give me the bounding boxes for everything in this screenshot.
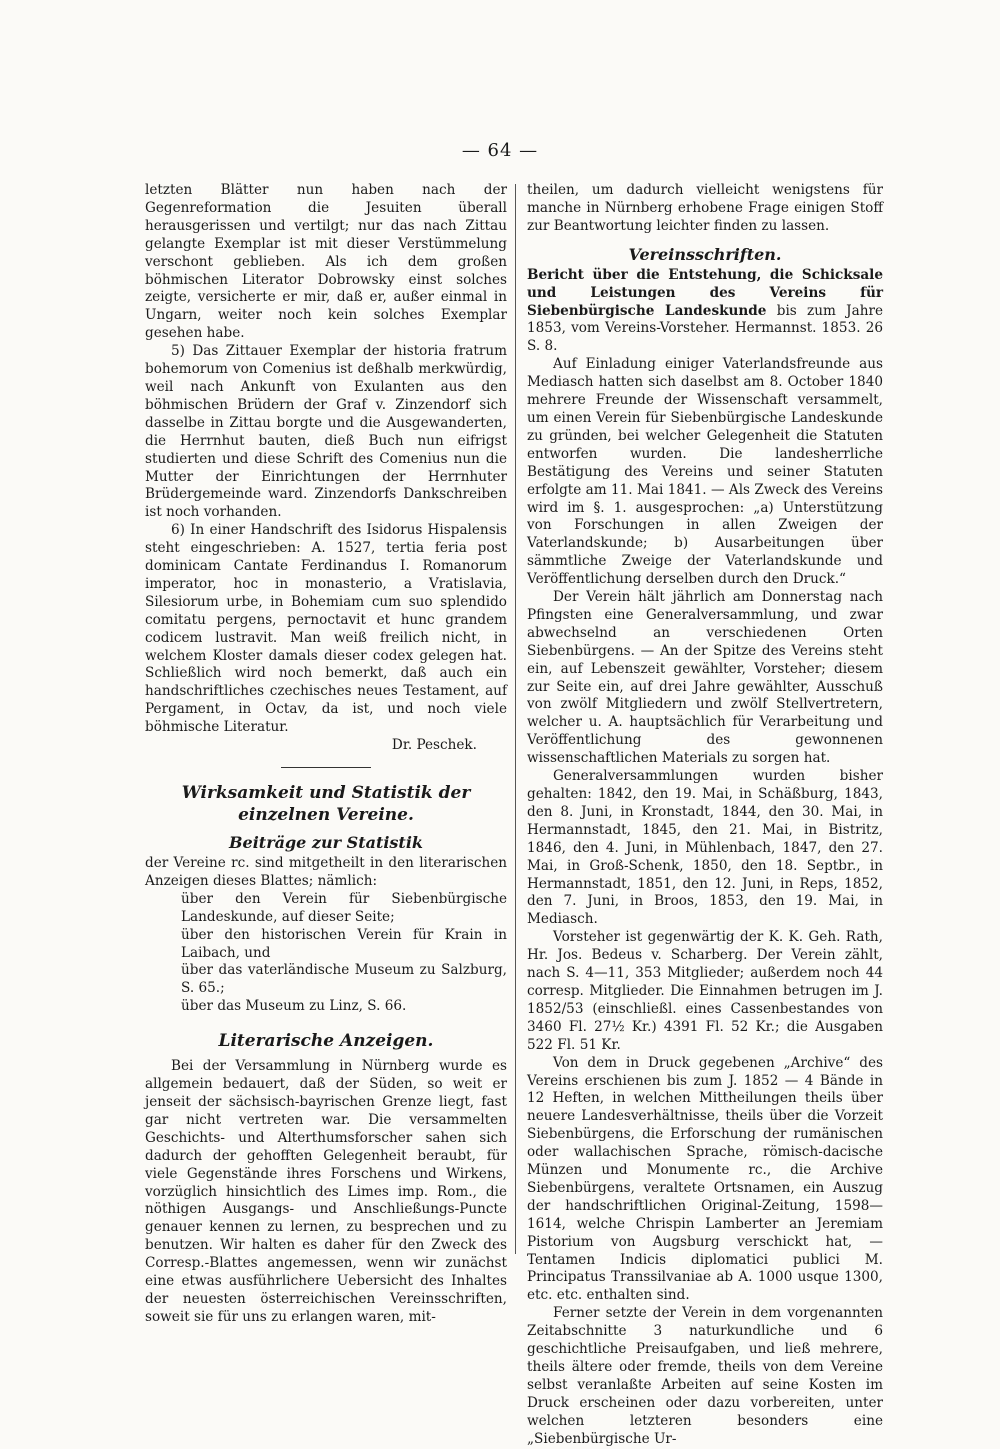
paragraph-founding: Auf Einladung einiger Vaterlandsfreunde aus Mediasch hatten sich daselbst am 8. October 1840 mehrere Freunde der Wissenschaft versammelt, um einen Verein für Siebenbürgische Landeskunde zu gründen, bei welcher Gelegenheit die Statuten entworfen wurden. Die landesherrliche Bestätigung des Vereins und seiner Statuten erfolgte am 11. Mai 1841. — Als Zweck des Vereins wird im §. 1. ausgesprochen: „a) Unterstützung von Forschungen in allen Zweigen der Vaterlandskunde; b) Ausarbeitungen über sämmtliche Zweige der Vaterlandskunde und Veröffentlichung derselben durch den Druck.“ <box>527 356 883 588</box>
statistics-intro: der Vereine rc. sind mitgetheilt in den literarischen Anzeigen dieses Blattes; nämlich: <box>145 855 507 889</box>
paragraph-chairman: Vorsteher ist gegenwärtig der K. K. Geh. Rath, Hr. Jos. Bedeus v. Scharberg. Der Verein zählt, nach S. 4—11, 353 Mitglieder; außerdem noch 44 corresp. Mitglieder. Die Einnahmen betrugen im J. 1852/53 (einschließl. eines Cassenbestandes von 3460 Fl. 27½ Kr.) 4391 Fl. 52 Kr.; die Ausgaben 522 Fl. 51 Kr. <box>527 929 883 1053</box>
section-title-vereinsschriften: Vereinsschriften. <box>628 244 782 264</box>
paragraph-general-meetings: Generalversammlungen wurden bisher gehalten: 1842, den 19. Mai, in Schäßburg, 1843, den 8. Juni, in Kronstadt, 1844, den 30. Mai, in Hermannstadt, 1845, den 21. Mai, in Bistritz, 1846, den 4. Juni, in Mühlenbach, 1847, den 27. Mai, in Groß-Schenk, 1850, den 18. Septbr., in Hermannstadt, 1851, den 12. Juni, in Reps, 1852, den 7. Juni, in Broos, 1853, den 19. Mai, in Mediasch. <box>527 768 883 928</box>
right-column <box>527 182 883 1449</box>
paragraph-continuation: theilen, um dadurch vielleicht wenigstens für manche in Nürnberg erhobene Frage einigen Stoff zur Beantwortung leichter finden zu lassen. <box>527 182 883 234</box>
column-divider <box>515 184 516 1254</box>
page-number: — 64 — <box>461 140 539 161</box>
left-column <box>145 182 507 1327</box>
section-title-wirksamkeit: Wirksamkeit und Statistik der einzelnen Vereine. <box>181 783 471 825</box>
statistics-list-item: über das Museum zu Linz, S. 66. <box>181 998 407 1015</box>
statistics-list-item: über das vaterländische Museum zu Salzburg, S. 65.; <box>181 962 507 997</box>
paragraph-item-6: 6) In einer Handschrift des Isidorus Hispalensis steht eingeschrieben: A. 1527, tertia feria post dominicam Cantate Ferdinandus I. Romanorum imperator, hoc in monasterio, a Vratislavia, Silesiorum urbe, in Bohemiam cum suo splendido comitatu pergens, pernoctavit et hunc grandem codicem lustravit. Man weiß freilich nicht, in welchem Kloster damals dieser codex gelegen hat. Schließlich wird noch bemerkt, daß auch ein handschriftliches czechisches neues Testament, auf Pergament, in Octav, da ist, und noch viele böhmische Literatur. <box>145 522 507 736</box>
paragraph-organisation: Der Verein hält jährlich am Donnerstag nach Pfingsten eine Generalversammlung, und zwar abwechselnd an verschiedenen Orten Siebenbürgens. — An der Spitze des Vereins steht ein, auf Lebenszeit gewählter, Vorsteher; diesem zur Seite ein, auf drei Jahre gewählter, Ausschuß von zwölf Mitgliedern und zwölf Stellvertretern, welcher u. A. hauptsächlich für Verarbeitung und Veröffentlichung des gewonnenen wissenschaftlichen Materials zu sorgen hat. <box>527 589 883 767</box>
subsection-title-beitraege: Beiträge zur Statistik <box>229 833 423 852</box>
signature-line <box>145 737 507 755</box>
statistics-list-item: über den Verein für Siebenbürgische Landeskunde, auf dieser Seite; <box>181 890 507 925</box>
paragraph-item-5: 5) Das Zittauer Exemplar der historia fratrum bohemorum von Comenius ist deßhalb merkwürdig, weil nach Ankunft von Exulanten aus den böhmischen Brüdern der Graf v. Zinzendorf sich dasselbe in Zittau borgte und die Ausgewanderten, die Herrnhut bauten, dieß Buch nun eifrigst studierten und diese Schrift des Comenius nun die Mutter der Einrichtungen der Herrnhuter Brüdergemeinde ward. Zinzendorfs Dankschreiben ist noch vorhanden. <box>145 343 507 521</box>
paragraph-archive: Von dem in Druck gegebenen „Archive“ des Vereins erschienen bis zum J. 1852 — 4 Bände in 12 Heften, in welchen Mittheilungen theils über neuere Landesverhältnisse, theils über die Vorzeit Siebenbürgens, die Erforschung der rumänischen oder wallachischen Sprache, römisch-dacische Münzen und Monumente rc., die Archive Siebenbürgens, veraltete Ortsnamen, ein Auszug der handschriftlichen Original-Zeitung, 1598—1614, welche Chrispin Lamberter an Jeremiam Pistorium von Augsburg verschickt hat, — Tentamen Indicis diplomatici publici M. Principatus Transsilvaniae ab A. 1000 usque 1300, etc. etc. enthalten sind. <box>527 1054 883 1304</box>
author-signature: Dr. Peschek. <box>391 737 477 754</box>
paragraph-prize-tasks: Ferner setzte der Verein in dem vorgenannten Zeitabschnitte 3 naturkundliche und 6 geschichtliche Preisaufgaben, und ließ mehrere, theils ältere oder fremde, theils von dem Vereine selbst veranlaßte Arbeiten auf seine Kosten im Druck erscheinen oder dazu vorbereiten, unter welchen letzteren besonders eine „Siebenbürgische Ur- <box>527 1305 883 1447</box>
section-title-literarische-anzeigen: Literarische Anzeigen. <box>218 1031 434 1052</box>
paragraph-anzeigen-intro: Bei der Versammlung in Nürnberg wurde es allgemein bedauert, daß der Süden, so weit er jenseit der sächsisch-bayrischen Grenze liegt, fast gar nicht vertreten war. Die versammelten Geschichts- und Alterthumsforscher sahen sich dadurch der gehofften Gelegenheit beraubt, für viele Gegenstände ihres Forschens und Wirkens, vorzüglich hinsichtlich des Limes imp. Rom., die nöthigen Ausgangs- und Anschließungs-Puncte genauer kennen zu lernen, zu besprechen und zu benutzen. Wir halten es daher für den Zweck des Corresp.-Blattes angemessen, wenn wir zunächst eine etwas ausführlichere Uebersicht des Inhaltes der neuesten österreichischen Vereinsschriften, soweit sie für uns zu erlangen waren, mit- <box>145 1058 507 1325</box>
book-entry <box>527 267 883 357</box>
book-details: bis zum Jahre 1853, vom Vereins-Vorsteher. Hermannst. 1853. 26 S. 8. <box>527 302 884 355</box>
statistics-list-item: über den historischen Verein für Krain in Laibach, und <box>181 926 507 961</box>
paragraph-continuation: letzten Blätter nun haben nach der Gegenreformation die Jesuiten überall herausgerissen und vertilgt; nur das nach Zittau gelangte Exemplar ist mit dieser Verstümmelung verschont geblieben. Als ich dem großen böhmischen Literator Dobrowsky einst solches zeigte, versicherte er mir, daß er, außer einmal in Ungarn, weiter noch kein solches Exemplar gesehen habe. <box>145 182 507 342</box>
book-title: Bericht über die Entstehung, die Schicksale und Leistungen des Vereins für Siebenbürgische Landeskunde <box>527 266 883 319</box>
section-separator <box>281 767 371 768</box>
